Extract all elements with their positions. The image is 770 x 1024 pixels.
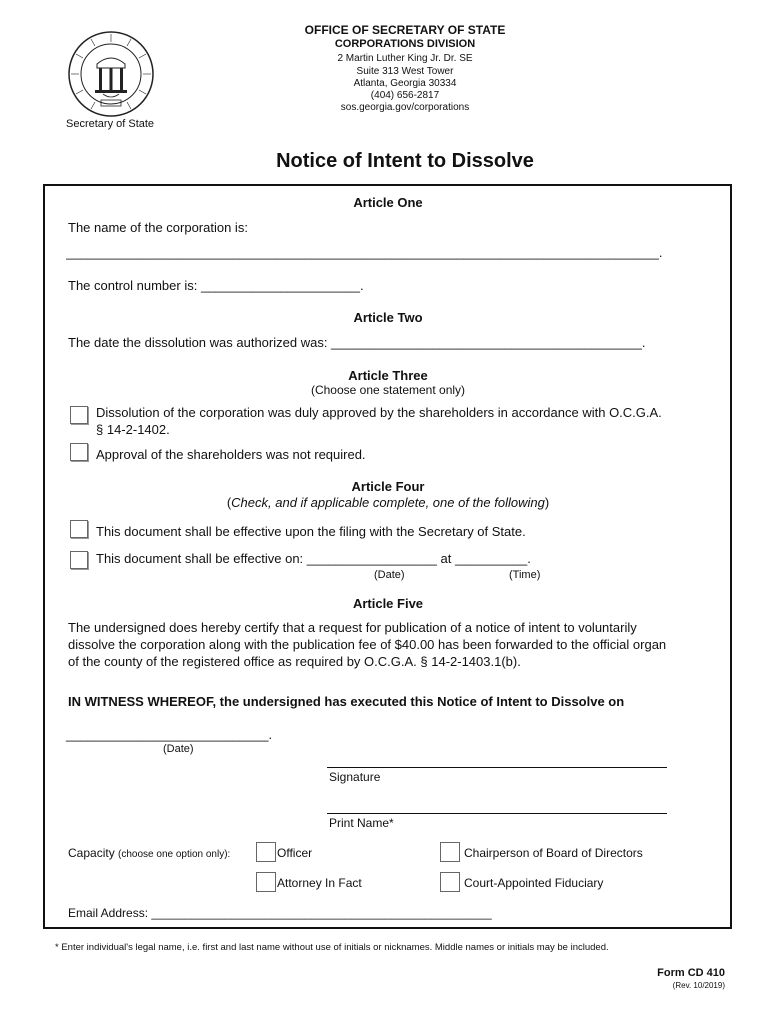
capacity-label: Capacity (choose one option only): [68,846,231,860]
division-title: CORPORATIONS DIVISION [334,38,476,50]
article-four-instruction: (Check, and if applicable complete, one of the following) [226,495,550,510]
capacity-officer-checkbox[interactable] [256,842,276,862]
website: sos.georgia.gov/corporations [340,102,470,113]
execution-date-field[interactable]: ____________________________. [66,727,273,742]
form-number: Form CD 410 [657,967,725,979]
witness-statement: IN WITNESS WHEREOF, the undersigned has executed this Notice of Intent to Dissolve on [68,694,625,709]
no-approval-checkbox[interactable] [70,443,88,461]
footnote: * Enter individual's legal name, i.e. first and last name without use of initials or nicknames. Middle names or initials may be included. [55,942,609,953]
address-line-2: Suite 313 West Tower [356,66,454,77]
effective-date-caption: (Date) [374,569,405,581]
execution-date-caption: (Date) [163,743,194,755]
effective-on-date-checkbox[interactable] [70,551,88,569]
capacity-attorney-checkbox[interactable] [256,872,276,892]
email-address-field[interactable]: Email Address: ___________________________________________________ [68,906,492,920]
corporation-name-label: The name of the corporation is: [68,220,248,235]
no-approval-text: Approval of the shareholders was not required. [96,447,366,462]
article-five-heading: Article Five [352,596,424,611]
signature-label: Signature [329,770,381,784]
certification-line-3: of the county of the registered office as required by O.C.G.A. § 14-2-1403.1(b). [68,654,521,669]
capacity-fiduciary-label: Court-Appointed Fiduciary [464,876,604,890]
authorization-date-field[interactable]: The date the dissolution was authorized was: ___________________________________________. [68,335,646,350]
document-title: Notice of Intent to Dissolve [276,150,534,172]
capacity-officer-label: Officer [277,846,313,860]
effective-on-date-text[interactable]: This document shall be effective on: __________________ at __________. [96,551,531,566]
state-seal-icon [67,30,155,118]
capacity-chairperson-label: Chairperson of Board of Directors [464,846,643,860]
print-name-label: Print Name* [329,816,394,830]
address-line-1: 2 Martin Luther King Jr. Dr. SE [337,53,473,64]
article-two-heading: Article Two [353,310,423,325]
signature-line[interactable] [327,767,667,768]
shareholder-approval-text-2: § 14-2-1402. [96,422,170,437]
office-title: OFFICE OF SECRETARY OF STATE [304,23,506,37]
effective-time-caption: (Time) [509,569,541,581]
phone-number: (404) 656-2817 [370,90,440,101]
corporation-name-field[interactable]: __________________________________________________________________________________. [66,245,663,260]
effective-upon-filing-text: This document shall be effective upon the filing with the Secretary of State. [96,524,526,539]
seal-caption: Secretary of State [66,118,155,130]
shareholder-approval-text-1: Dissolution of the corporation was duly approved by the shareholders in accordance with O.C.G.A. [96,405,662,420]
certification-line-2: dissolve the corporation along with the publication fee of $40.00 has been forwarded to the official organ [68,637,667,652]
article-three-instruction: (Choose one statement only) [310,383,466,397]
address-line-3: Atlanta, Georgia 30334 [353,78,457,89]
capacity-chairperson-checkbox[interactable] [440,842,460,862]
revision-date: (Rev. 10/2019) [672,981,725,990]
shareholder-approval-checkbox[interactable] [70,406,88,424]
print-name-line[interactable] [327,813,667,814]
article-one-heading: Article One [353,195,423,210]
control-number-field[interactable]: The control number is: ______________________. [68,278,364,293]
certification-line-1: The undersigned does hereby certify that a request for publication of a notice of intent to voluntarily [68,620,637,635]
effective-upon-filing-checkbox[interactable] [70,520,88,538]
capacity-attorney-label: Attorney In Fact [277,876,362,890]
capacity-fiduciary-checkbox[interactable] [440,872,460,892]
article-four-heading: Article Four [351,479,425,494]
article-three-heading: Article Three [348,368,428,383]
